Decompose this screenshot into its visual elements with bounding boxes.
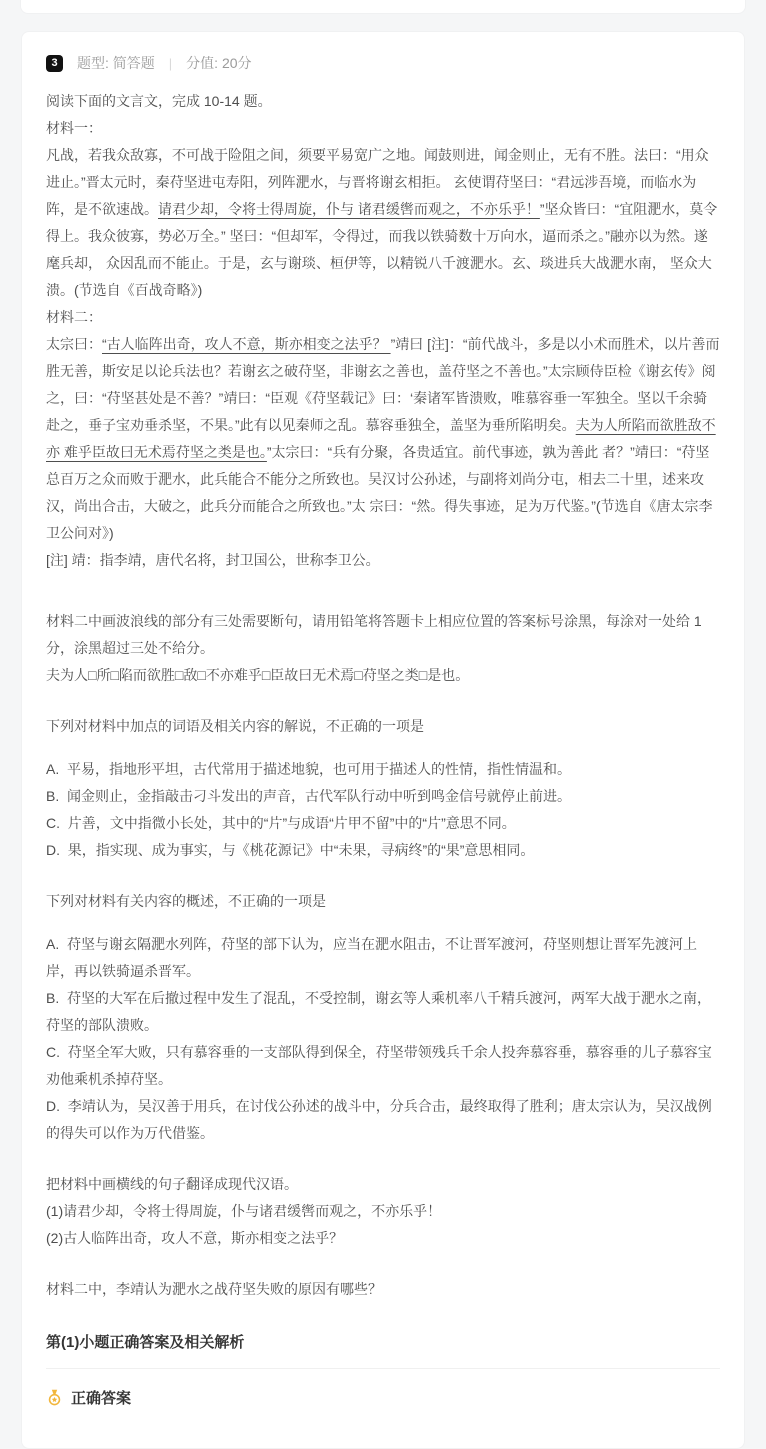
option-c: C. 片善，文中指微小长处，其中的“片”与成语“片甲不留”中的“片”意思不同。 (46, 815, 516, 831)
medal-icon (46, 1389, 63, 1406)
reason-question-stem: 材料二中，李靖认为淝水之战苻坚失败的原因有哪些？ (46, 1281, 382, 1297)
duanju-sentence: 夫为人□所□陷而欲胜□敌□不亦难乎□臣故曰无术焉□苻坚之类□是也。 (46, 667, 470, 683)
question-header (46, 54, 720, 72)
translate-item-2: (2)古人临阵出奇，攻人不意，斯亦相变之法乎？ (46, 1230, 344, 1246)
text-segment: 凡战，若我众敌寡，不可战于险阻之间，须要平易宽广之地。闻鼓则进，闻金则止，无有不胜。法曰：“用众进止。”晋太元时，秦苻坚进屯寿阳，列阵淝水，与晋将谢玄相拒。 玄使谓苻坚曰：“君远涉吾境，而临水为阵，是不欲速战。 (46, 147, 709, 217)
underlined-text: 夫为人所陷而欲胜敌不亦 难乎臣故曰无术焉苻坚之类是也。 (46, 417, 716, 460)
answer-section-divider (46, 1368, 720, 1369)
underlined-text: “古人临阵出奇，攻人不意，斯亦相变之法乎？ (102, 336, 391, 352)
summary-question-options (46, 931, 720, 1147)
translate-item-1: (1)请君少却，令将士得周旋，仆与诸君缓辔而观之，不亦乐乎！ (46, 1203, 442, 1219)
material2-text (46, 331, 720, 547)
duanju-instruction: 材料二中画波浪线的部分有三处需要断句，请用铅笔将答题卡上相应位置的答案标号涂黑，每涂对一处给 1 分，涂黑超过三处不给分。 (46, 613, 706, 656)
question-number-badge: 3 (46, 55, 63, 72)
question-body (46, 88, 720, 1303)
meta-separator: | (168, 55, 173, 71)
question-type-label: 题型: 简答题 (77, 55, 155, 71)
summary-question-stem: 下列对材料有关内容的概述，不正确的一项是 (46, 893, 326, 909)
text-segment: ”靖曰 [注]：“前代战斗，多是以小术而胜术，以片善而胜无善，斯安足以论兵法也？若谢玄之破苻坚，非谢玄之善也，盖苻坚之不善也。”太宗顾侍臣检《谢玄传》阅之，曰：“苻坚甚处是不善？”靖曰：“臣观《苻坚载记》曰：‘秦诸军皆溃败，唯慕容垂一军独全。坚以千余骑赴之，垂子宝劝垂杀坚，不果。”此有以见秦师之乱。慕容垂独全，盖坚为垂所陷明矣。 (46, 336, 720, 433)
previous-card-bottom (20, 0, 746, 14)
text-segment: ”坚众皆曰：“宜阻淝水，莫令得上。我众彼寡，势必万全。” 坚曰：“但却军，令得过，而我以铁骑数十万向水，逼而杀之。”融亦以为然。遂麾兵却， 众因乱而不能止。于是，玄与谢琰、桓伊等，以精锐八千渡淝水。玄、琰进兵大战淝水南， 坚众大溃。(节选自《百战奇略》) (46, 201, 718, 298)
words-question-options (46, 756, 720, 864)
underlined-text: 请君少却，令将士得周旋，仆与 诸君缓辔而观之，不亦乐乎！ (158, 201, 540, 217)
correct-answer-row (46, 1387, 720, 1408)
question-card (21, 31, 745, 1449)
option-d: D. 果，指实现、成为事实，与《桃花源记》中“未果，寻病终”的“果”意思相同。 (46, 842, 535, 858)
translate-question-stem: 把材料中画横线的句子翻译成现代汉语。 (46, 1176, 298, 1192)
correct-answer-label: 正确答案 (71, 1390, 132, 1407)
option-b: B. 闻金则止，金指敲击刁斗发出的声音，古代军队行动中听到鸣金信号就停止前进。 (46, 788, 572, 804)
answer-section-heading: 第(1)小题正确答案及相关解析 (46, 1334, 245, 1351)
material2-title: 材料二： (46, 309, 102, 325)
text-segment: 太宗曰： (46, 336, 102, 352)
passage-intro: 阅读下面的文言文，完成 10-14 题。 (46, 93, 272, 109)
option-a: A. 平易，指地形平坦，古代常用于描述地貌，也可用于描述人的性情，指性情温和。 (46, 761, 572, 777)
option-c: C. 苻坚全军大败，只有慕容垂的一支部队得到保全，苻坚带领残兵千余人投奔慕容垂，慕容垂的儿子慕容宝劝他乘机杀掉苻坚。 (46, 1044, 712, 1087)
passage-note: [注] 靖：指李靖，唐代名将，封卫国公，世称李卫公。 (46, 552, 380, 568)
option-b: B. 苻坚的大军在后撤过程中发生了混乱，不受控制，谢玄等人乘机率八千精兵渡河，两军大战于淝水之南，苻坚的部队溃败。 (46, 990, 712, 1033)
text-segment: ”太宗曰：“兵有分聚，各贵适宜。前代事迹，孰为善此 者？”靖曰：“苻坚总百万之众而败于淝水，此兵能合不能分之所致也。吴汉讨公孙述，与副将刘尚分屯，相去二十里，述来攻汉，尚出合击，大破之，此兵分而能合之所致也。”太 宗曰：“然。得失事迹，足为万代鉴。”(节选自《唐太宗李卫公问对》) (46, 444, 713, 541)
material1-title: 材料一： (46, 120, 102, 136)
question-score-label: 分值: 20分 (186, 55, 252, 71)
material1-text (46, 142, 720, 304)
option-a: A. 苻坚与谢玄隔淝水列阵，苻坚的部下认为，应当在淝水阻击，不让晋军渡河，苻坚则想让晋军先渡河上岸，再以铁骑逼杀晋军。 (46, 936, 698, 979)
words-question-stem: 下列对材料中加点的词语及相关内容的解说，不正确的一项是 (46, 718, 424, 734)
option-d: D. 李靖认为，吴汉善于用兵，在讨伐公孙述的战斗中，分兵合击，最终取得了胜利；唐太宗认为，吴汉战例的得失可以作为万代借鉴。 (46, 1098, 712, 1141)
